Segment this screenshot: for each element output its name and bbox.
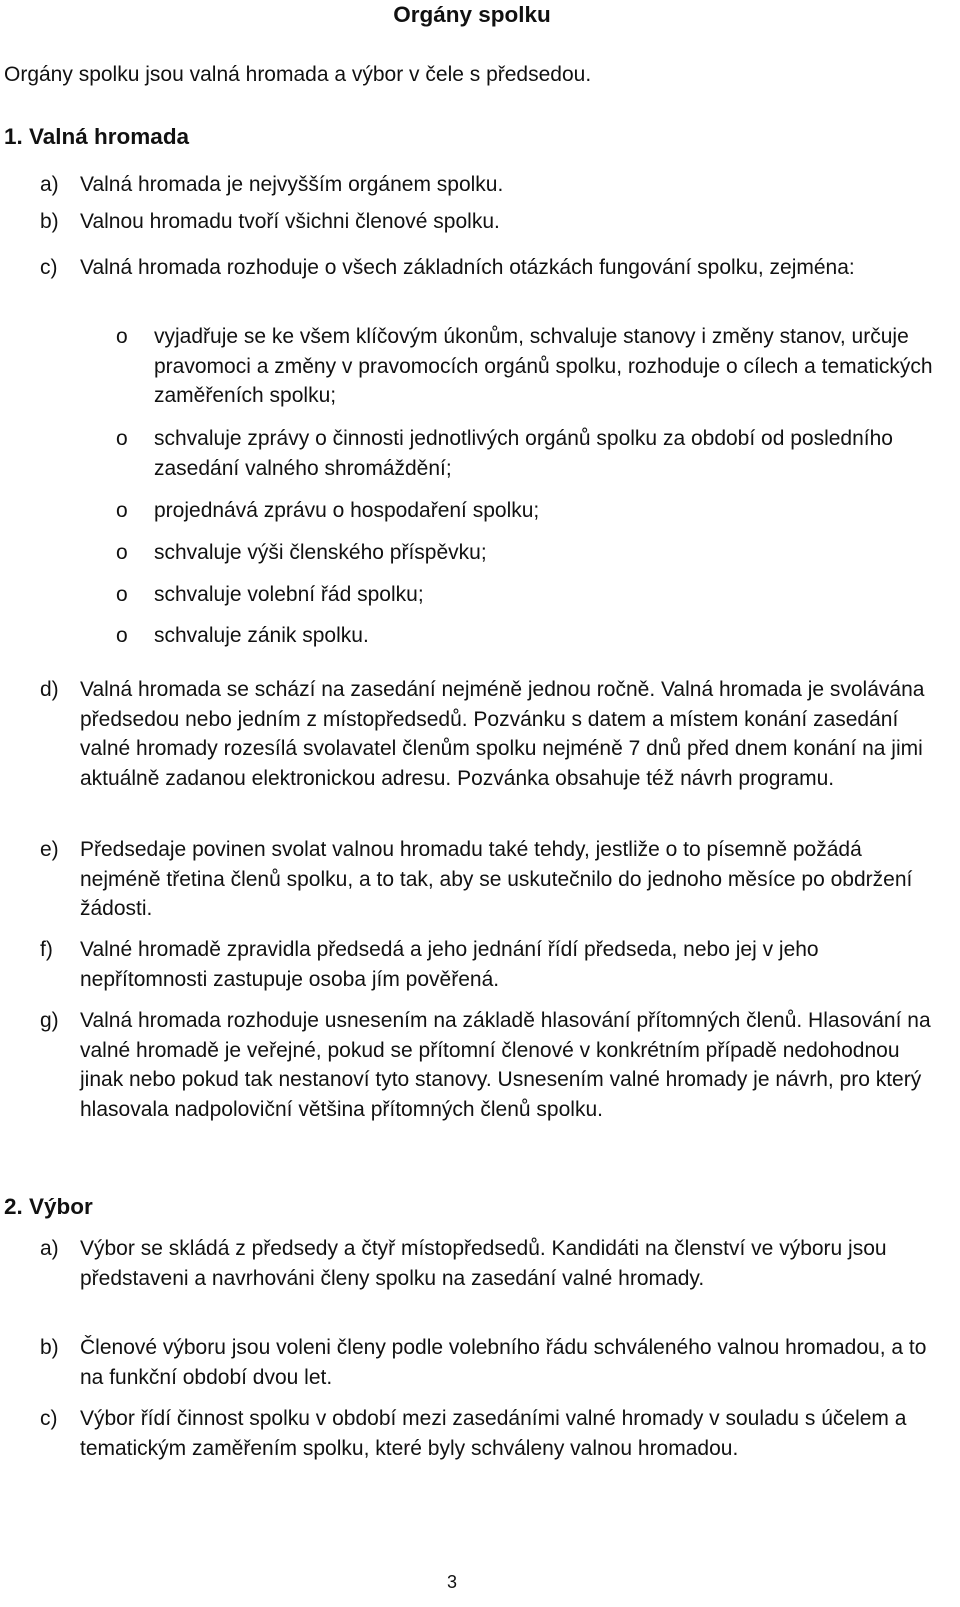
bullet-icon: o [116,541,128,564]
item-text: Výbor se skládá z předsedy a čtyř místopředsedů. Kandidáti na členství ve výboru jsou představeni a navrhováni členy spolku na zasedání valné hromady. [80,1237,887,1290]
sub-list-item [116,496,936,526]
intro-paragraph: Orgány spolku jsou valná hromada a výbor v čele s předsedou. [4,63,592,86]
list-item [40,253,945,283]
item-text: Valnou hromadu tvoří všichni členové spolku. [80,210,500,233]
sub-item-text: projednává zprávu o hospodaření spolku; [154,499,540,522]
item-label: g) [40,1009,59,1032]
item-text: Výbor řídí činnost spolku v období mezi zasedáními valné hromady v souladu s účelem a tematickým zaměřením spolku, které byly schváleny valnou hromadou. [80,1407,907,1460]
page-number: 3 [446,1572,457,1592]
item-label: f) [40,938,53,961]
item-text: Členové výboru jsou voleni členy podle volebního řádu schváleného valnou hromadou, a to na funkční období dvou let. [80,1336,927,1389]
bullet-icon: o [116,624,128,647]
item-text: Valná hromada se schází na zasedání nejméně jednou ročně. Valná hromada je svolávána předsedou nebo jedním z místopředsedů. Pozvánku s datem a místem konání zasedání valné hromady rozesílá svolavatel členům spolku nejméně 7 dnů před dnem konání na jimi aktuálně zadanou elektronickou adresu. Pozvánka obsahuje též návrh programu. [80,678,925,790]
item-label: d) [40,678,59,701]
sub-list-item [116,538,936,568]
list-item [40,170,945,200]
list-item [40,1234,945,1293]
list-item [40,835,945,924]
section-heading-vybor: 2. Výbor [4,1194,93,1219]
sub-item-text: schvaluje volební řád spolku; [154,583,424,606]
item-text: Valná hromada rozhoduje usnesením na základě hlasování přítomných členů. Hlasování na valné hromadě je veřejné, pokud se přítomní členové v konkrétním případě nedohodnou jinak nebo pokud tak nestanoví tyto stanovy. Usnesením valné hromady je návrh, pro který hlasovala nadpoloviční většina přítomných členů spolku. [80,1009,931,1121]
item-label: e) [40,838,59,861]
item-label: a) [40,173,59,196]
list-item [40,1333,945,1392]
item-label: c) [40,1407,58,1430]
item-label: c) [40,256,58,279]
item-text: Valná hromada rozhoduje o všech základních otázkách fungování spolku, zejména: [80,256,855,279]
item-text: Předsedaje povinen svolat valnou hromadu také tehdy, jestliže o to písemně požádá nejméně třetina členů spolku, a to tak, aby se uskutečnilo do jednoho měsíce po obdržení žádosti. [80,838,913,920]
sub-list-item [116,322,936,411]
sub-item-text: vyjadřuje se ke všem klíčovým úkonům, schvaluje stanovy i změny stanov, určuje pravomoci a změny v pravomocích orgánů spolku, rozhoduje o cílech a tematických zaměřeních spolku; [154,325,933,407]
item-label: a) [40,1237,59,1260]
sub-item-text: schvaluje výši členského příspěvku; [154,541,487,564]
bullet-icon: o [116,427,128,450]
bullet-icon: o [116,499,128,522]
list-item [40,207,945,237]
item-label: b) [40,210,59,233]
list-item [40,675,945,793]
sub-item-text: schvaluje zánik spolku. [154,624,369,647]
item-text: Valná hromada je nejvyšším orgánem spolku. [80,173,504,196]
item-label: b) [40,1336,59,1359]
list-item [40,1404,945,1463]
document-title: Orgány spolku [393,2,551,27]
sub-list-item [116,424,936,483]
sub-list-item [116,621,936,651]
sub-list-item [116,580,936,610]
list-item [40,1006,945,1124]
bullet-icon: o [116,583,128,606]
bullet-icon: o [116,325,128,348]
sub-item-text: schvaluje zprávy o činnosti jednotlivých orgánů spolku za období od posledního zasedání valného shromáždění; [154,427,893,480]
list-item [40,935,945,994]
section-heading-valna-hromada: 1. Valná hromada [4,124,190,149]
item-text: Valné hromadě zpravidla předsedá a jeho jednání řídí předseda, nebo jej v jeho nepřítomnosti zastupuje osoba jím pověřená. [80,938,819,991]
